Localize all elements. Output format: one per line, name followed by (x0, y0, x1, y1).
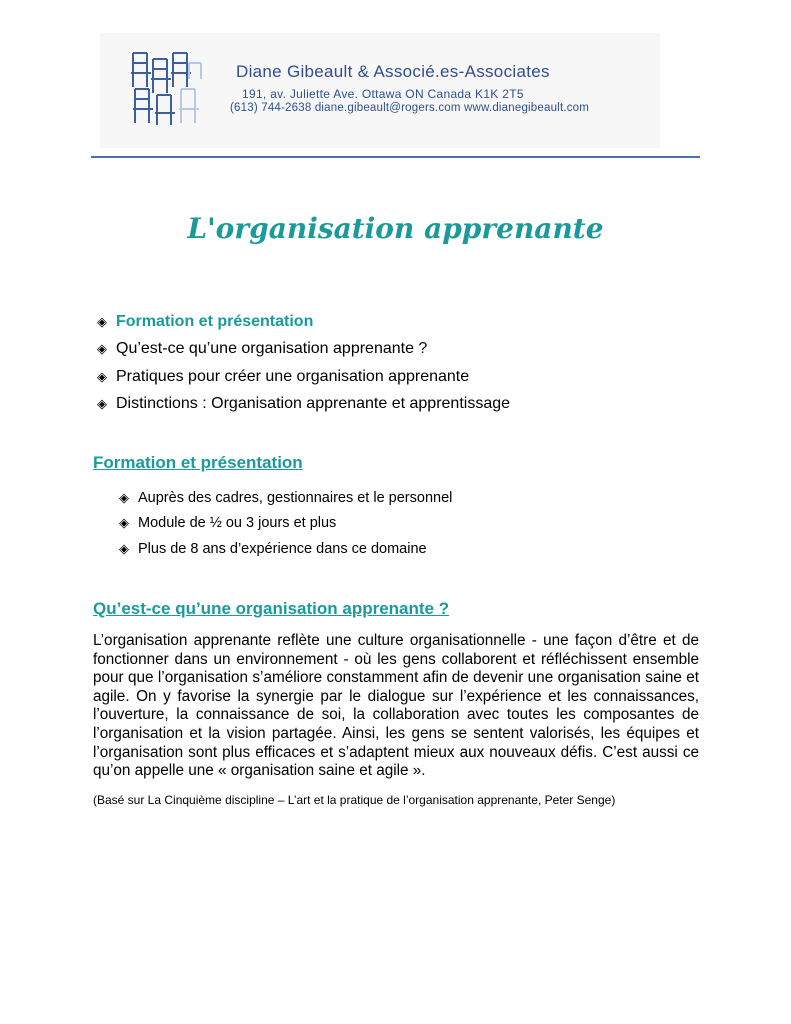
toc-item (95, 363, 510, 391)
diamond-bullet-icon: ◈ (119, 489, 129, 505)
diamond-bullet-icon: ◈ (97, 313, 107, 329)
firm-contact: (613) 744-2638 diane.gibeault@rogers.com www.dianegibeault.com (230, 102, 590, 114)
toc-item (95, 336, 510, 364)
diamond-bullet-icon: ◈ (97, 396, 107, 412)
diamond-bullet-icon: ◈ (119, 540, 129, 556)
header-divider (91, 156, 700, 158)
document-title: L'organisation apprenante (187, 212, 604, 245)
diamond-bullet-icon: ◈ (97, 368, 107, 384)
toc-item (95, 391, 510, 419)
section-heading-definition: Qu’est-ce qu’une organisation apprenante ? (93, 599, 450, 618)
list-item (117, 536, 452, 562)
firm-name: Diane Gibeault & Associé.es-Associates (236, 62, 550, 81)
source-citation: (Basé sur La Cinquième discipline – L’art et la pratique de l’organisation apprenante, Peter Senge) (93, 793, 616, 807)
toc-item-label: Formation et présentation (116, 312, 314, 330)
diamond-bullet-icon: ◈ (97, 341, 107, 357)
chairs-logo-icon (129, 49, 203, 129)
list-item-label: Plus de 8 ans d’expérience dans ce domaine (138, 540, 427, 557)
list-item-label: Auprès des cadres, gestionnaires et le personnel (138, 489, 453, 506)
letterhead (100, 33, 660, 148)
table-of-contents (95, 308, 510, 418)
list-item (117, 511, 452, 537)
toc-item-label: Distinctions : Organisation apprenante et apprentissage (116, 395, 511, 413)
toc-item-label: Qu’est-ce qu’une organisation apprenante ? (116, 340, 428, 358)
diamond-bullet-icon: ◈ (119, 515, 129, 531)
list-item-label: Module de ½ ou 3 jours et plus (138, 515, 337, 532)
firm-address: 191, av. Juliette Ave. Ottawa ON Canada K1K 2T5 (242, 87, 524, 101)
toc-item (95, 308, 510, 336)
definition-paragraph: L’organisation apprenante reflète une culture organisationnelle - une façon d’être et de fonctionner dans un environnement - où les gens collaborent et réfléchissent ensemble pour que l’organisation s’améliore constamment afin de devenir une organisation saine et agile. On y favorise la synergie par le dialogue sur l’expérience et les connaissances, l’ouverture, la connaissance de soi, la collaboration avec toutes les composantes de l’organisation et la vision partagée. Ainsi, les gens se sentent valorisés, les équipes et l’organisation sont plus efficaces et s’adaptent mieux aux nouveaux défis. C’est aussi ce qu’on appelle une « organisation saine et agile ». (93, 632, 699, 780)
formation-list (117, 485, 452, 562)
section-heading-formation: Formation et présentation (93, 453, 303, 472)
toc-item-label: Pratiques pour créer une organisation apprenante (116, 367, 470, 385)
list-item (117, 485, 452, 511)
